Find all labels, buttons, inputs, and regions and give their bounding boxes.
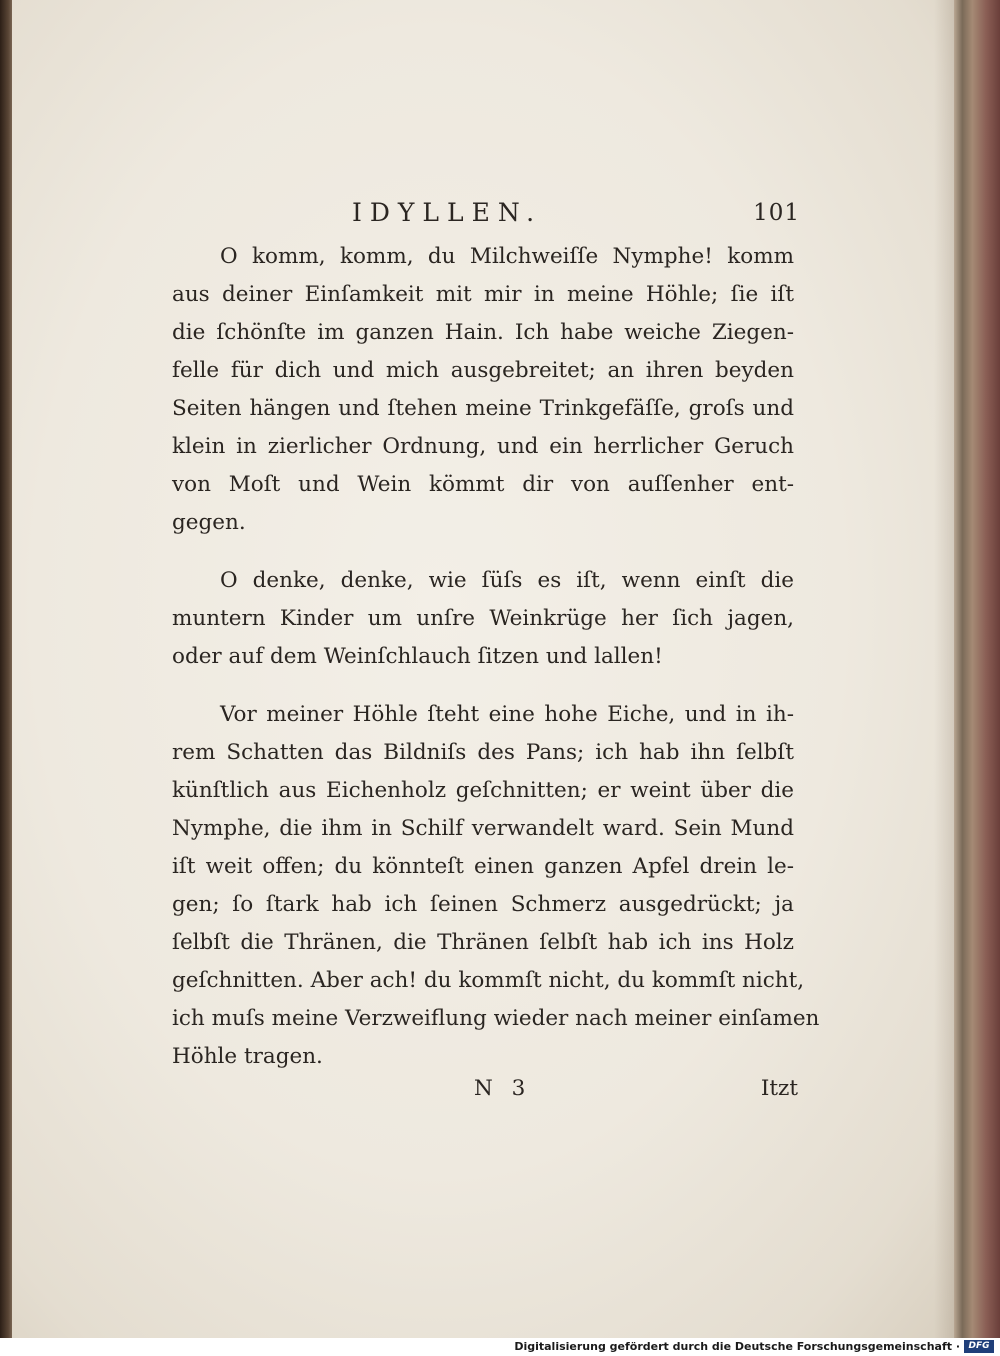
text-line: O komm, komm, du Milchweiſſe Nymphe! komm (220, 244, 794, 269)
text-line: felle für dich und mich ausgebreitet; an ihren beyden (172, 358, 794, 383)
text-line: Höhle tragen. (172, 1044, 323, 1069)
text-line: klein in zierlicher Ordnung, und ein herrlicher Geruch (172, 434, 794, 459)
text-line: gen; ſo ſtark hab ich ſeinen Schmerz ausgedrückt; ja (172, 892, 794, 917)
text-line: Nymphe, die ihm in Schilf verwandelt ward. Sein Mund (172, 816, 794, 841)
text-line: ſelbſt die Thränen, die Thränen ſelbſt hab ich ins Holz (172, 930, 794, 955)
running-title: IDYLLEN. (352, 198, 543, 227)
text-line: Seiten hängen und ſtehen meine Trinkgefäſſe, groſs und (172, 396, 794, 421)
text-line: aus deiner Einſamkeit mit mir in meine Höhle; ſie iſt (172, 282, 794, 307)
text-line: von Moſt und Wein kömmt dir von auſſenher ent- (172, 472, 794, 497)
running-head (162, 198, 802, 232)
paragraph-gap (172, 542, 794, 562)
text-line: Vor meiner Höhle ſteht eine hohe Eiche, und in ih- (220, 702, 794, 727)
paper-page (12, 0, 960, 1338)
text-line: muntern Kinder um unſre Weinkrüge her ſich jagen, (172, 606, 794, 631)
page-footer (172, 1076, 798, 1110)
paragraph-gap (172, 676, 794, 696)
text-line: oder auf dem Weinſchlauch ſitzen und lallen! (172, 644, 663, 669)
text-line: gegen. (172, 510, 246, 535)
credit-bar (0, 1338, 1000, 1356)
page-stack-edge (954, 0, 1000, 1338)
text-line: geſchnitten. Aber ach! du kommſt nicht, du kommſt nicht, (172, 968, 805, 993)
body-text (172, 238, 820, 1076)
credit-text: Digitalisierung gefördert durch die Deutsche Forschungsgemeinschaft · (514, 1340, 960, 1353)
dfg-logo-icon: DFG (964, 1340, 994, 1353)
signature-mark: N 3 (474, 1076, 532, 1101)
text-line: rem Schatten das Bildniſs des Pans; ich hab ihn ſelbſt (172, 740, 794, 765)
page-number: 101 (753, 200, 800, 226)
text-line: iſt weit offen; du könnteſt einen ganzen Apfel drein le- (172, 854, 794, 879)
text-line: O denke, denke, wie ſüſs es iſt, wenn einſt die (220, 568, 794, 593)
text-line: ich muſs meine Verzweiflung wieder nach meiner einſamen (172, 1006, 820, 1031)
catchword: Itzt (760, 1076, 798, 1101)
text-line: künſtlich aus Eichenholz geſchnitten; er weint über die (172, 778, 794, 803)
text-line: die ſchönſte im ganzen Hain. Ich habe weiche Ziegen- (172, 320, 794, 345)
